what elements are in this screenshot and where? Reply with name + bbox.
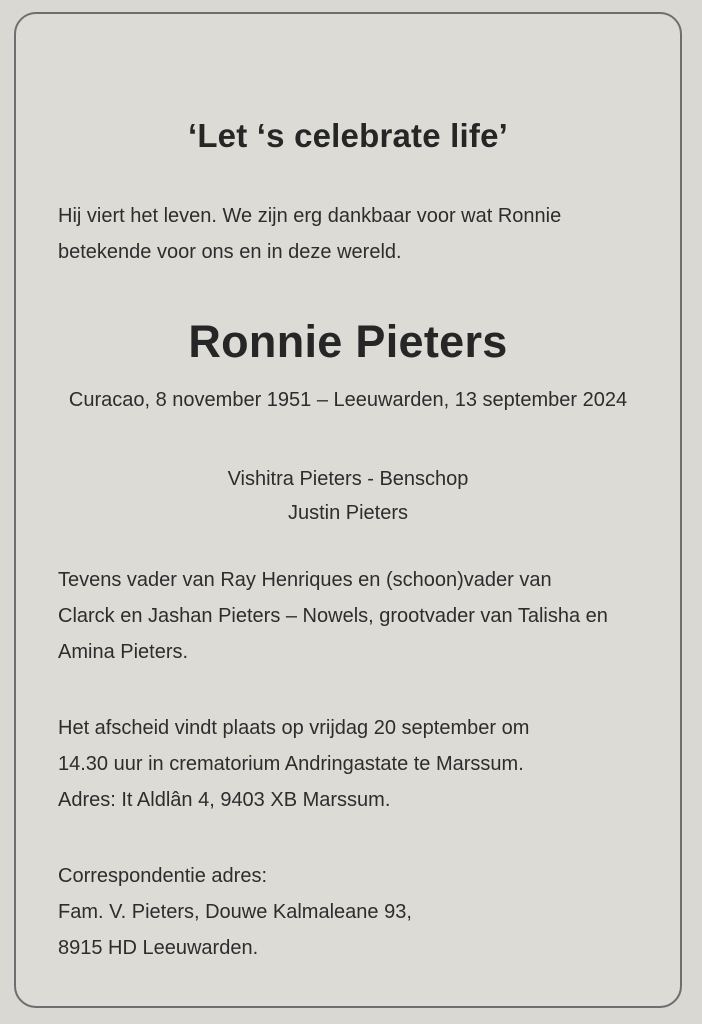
correspondence-line: Fam. V. Pieters, Douwe Kalmaleane 93, — [58, 901, 412, 923]
relatives-line: Amina Pieters. — [58, 641, 189, 663]
family-member: Vishitra Pieters - Benschop — [227, 468, 469, 490]
farewell-line: 14.30 uur in crematorium Andringastate te Marssum. — [58, 753, 524, 775]
farewell-line: Adres: It Aldlân 4, 9403 XB Marssum. — [58, 789, 391, 811]
life-dates: Curacao, 8 november 1951 – Leeuwarden, 13 september 2024 — [68, 389, 628, 411]
correspondence-line: 8915 HD Leeuwarden. — [58, 937, 259, 959]
intro-line: betekende voor ons en in deze wereld. — [58, 241, 402, 263]
relatives-line: Clarck en Jashan Pieters – Nowels, grootvader van Talisha en — [58, 605, 608, 627]
motto-heading: ‘Let ‘s celebrate life’ — [187, 117, 509, 154]
farewell-paragraph — [58, 710, 644, 818]
family-member: Justin Pieters — [287, 502, 409, 524]
correspondence-paragraph — [58, 858, 644, 966]
intro-paragraph — [58, 198, 644, 270]
correspondence-line: Correspondentie adres: — [58, 865, 268, 887]
memorial-card — [14, 12, 682, 1008]
relatives-paragraph — [58, 562, 644, 670]
family-members — [16, 462, 680, 530]
intro-line: Hij viert het leven. We zijn erg dankbaar voor wat Ronnie — [58, 205, 562, 227]
deceased-name: Ronnie Pieters — [188, 316, 508, 367]
relatives-line: Tevens vader van Ray Henriques en (schoon)vader van — [58, 569, 552, 591]
farewell-line: Het afscheid vindt plaats op vrijdag 20 september om — [58, 717, 530, 739]
